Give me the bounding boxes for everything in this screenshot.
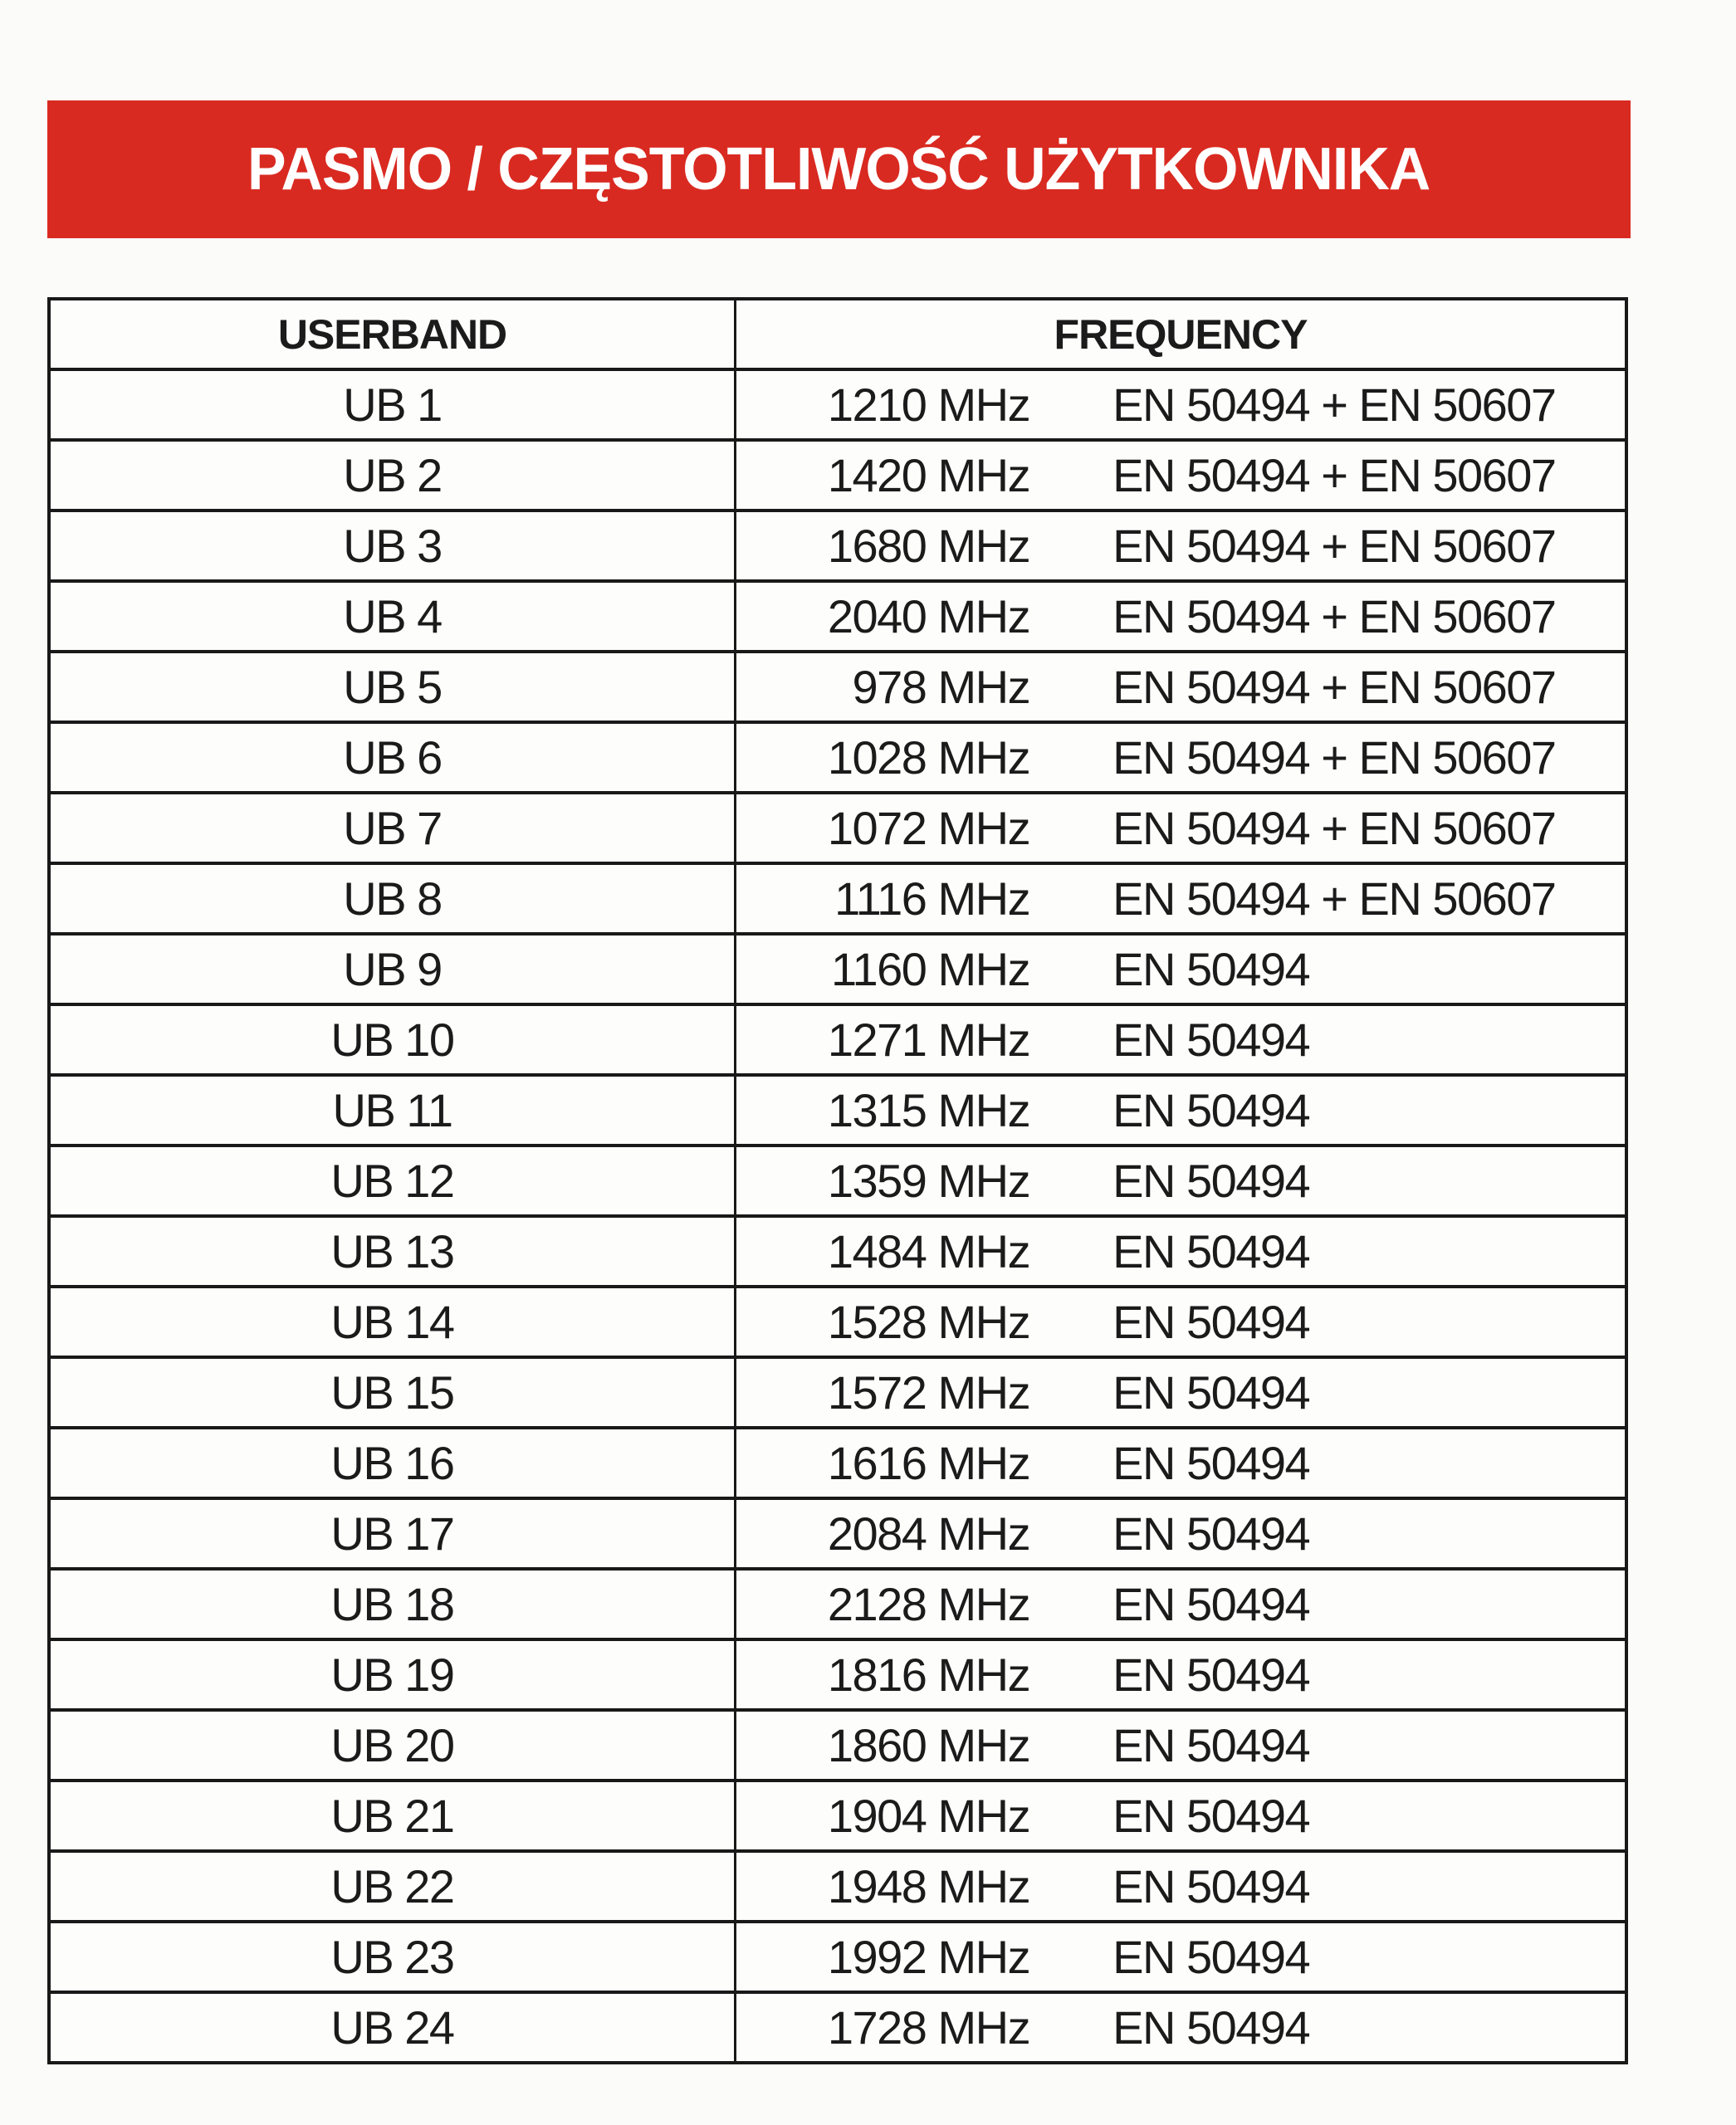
table-row bbox=[49, 1428, 1626, 1498]
page-title: PASMO / CZĘSTOTLIWOŚĆ UŻYTKOWNIKA bbox=[247, 136, 1430, 203]
userband-cell: UB 6 bbox=[49, 722, 736, 793]
userband-cell: UB 14 bbox=[49, 1287, 736, 1357]
frequency-value: 1271 MHz bbox=[827, 1014, 1030, 1066]
frequency-value: 1116 MHz bbox=[834, 872, 1030, 925]
userband-cell: UB 20 bbox=[49, 1710, 736, 1781]
userband-cell: UB 9 bbox=[49, 934, 736, 1004]
standard-value: EN 50494 + EN 50607 bbox=[1113, 802, 1556, 854]
frequency-value: 1028 MHz bbox=[827, 731, 1030, 784]
standard-value: EN 50494 bbox=[1113, 1225, 1310, 1277]
standard-value: EN 50494 bbox=[1113, 1790, 1310, 1842]
frequency-cell bbox=[736, 440, 1627, 510]
userband-cell: UB 23 bbox=[49, 1922, 736, 1992]
frequency-value: 1992 MHz bbox=[827, 1931, 1030, 1983]
userband-cell: UB 2 bbox=[49, 440, 736, 510]
standard-value: EN 50494 bbox=[1113, 1296, 1310, 1348]
standard-value: EN 50494 bbox=[1113, 1578, 1310, 1630]
standard-value: EN 50494 + EN 50607 bbox=[1113, 872, 1556, 925]
frequency-cell bbox=[736, 1639, 1627, 1710]
frequency-value: 1728 MHz bbox=[827, 2001, 1030, 2054]
standard-value: EN 50494 bbox=[1113, 1437, 1310, 1489]
userband-cell: UB 11 bbox=[49, 1075, 736, 1146]
standard-value: EN 50494 + EN 50607 bbox=[1113, 731, 1556, 784]
frequency-cell bbox=[736, 1710, 1627, 1781]
table-row bbox=[49, 369, 1626, 440]
frequency-cell bbox=[736, 1922, 1627, 1992]
table-row bbox=[49, 934, 1626, 1004]
standard-value: EN 50494 bbox=[1113, 943, 1310, 995]
frequency-cell bbox=[736, 1216, 1627, 1287]
frequency-cell bbox=[736, 369, 1627, 440]
frequency-cell bbox=[736, 1428, 1627, 1498]
standard-value: EN 50494 bbox=[1113, 1014, 1310, 1066]
frequency-value: 1315 MHz bbox=[827, 1084, 1030, 1136]
frequency-cell bbox=[736, 1498, 1627, 1569]
frequency-value: 2128 MHz bbox=[827, 1578, 1030, 1630]
table-row bbox=[49, 510, 1626, 581]
table-row bbox=[49, 1146, 1626, 1216]
standard-value: EN 50494 bbox=[1113, 1366, 1310, 1419]
table-row bbox=[49, 793, 1626, 863]
frequency-value: 2084 MHz bbox=[827, 1507, 1030, 1560]
table-body bbox=[49, 369, 1626, 2063]
frequency-value: 1484 MHz bbox=[827, 1225, 1030, 1277]
userband-cell: UB 13 bbox=[49, 1216, 736, 1287]
userband-cell: UB 5 bbox=[49, 652, 736, 722]
standard-value: EN 50494 bbox=[1113, 1931, 1310, 1983]
table-row bbox=[49, 1710, 1626, 1781]
userband-cell: UB 12 bbox=[49, 1146, 736, 1216]
frequency-value: 1160 MHz bbox=[831, 943, 1030, 995]
userband-cell: UB 3 bbox=[49, 510, 736, 581]
column-header-frequency: FREQUENCY bbox=[736, 299, 1627, 369]
frequency-value: 1420 MHz bbox=[827, 449, 1030, 501]
frequency-value: 1948 MHz bbox=[827, 1860, 1030, 1912]
frequency-cell bbox=[736, 1851, 1627, 1922]
frequency-value: 1680 MHz bbox=[827, 520, 1030, 572]
frequency-cell bbox=[736, 1287, 1627, 1357]
frequency-value: 2040 MHz bbox=[827, 590, 1030, 642]
frequency-cell bbox=[736, 510, 1627, 581]
frequency-value: 1572 MHz bbox=[827, 1366, 1030, 1419]
frequency-cell bbox=[736, 1569, 1627, 1639]
userband-cell: UB 19 bbox=[49, 1639, 736, 1710]
userband-frequency-table bbox=[47, 297, 1628, 2064]
frequency-cell bbox=[736, 722, 1627, 793]
table-row bbox=[49, 1216, 1626, 1287]
table-row bbox=[49, 440, 1626, 510]
frequency-value: 1816 MHz bbox=[827, 1649, 1030, 1701]
userband-cell: UB 8 bbox=[49, 863, 736, 934]
table-row bbox=[49, 1287, 1626, 1357]
page-title-banner bbox=[47, 100, 1631, 238]
standard-value: EN 50494 bbox=[1113, 1649, 1310, 1701]
frequency-value: 1528 MHz bbox=[827, 1296, 1030, 1348]
userband-cell: UB 15 bbox=[49, 1357, 736, 1428]
table-row bbox=[49, 1922, 1626, 1992]
userband-cell: UB 24 bbox=[49, 1992, 736, 2063]
table-row bbox=[49, 722, 1626, 793]
standard-value: EN 50494 + EN 50607 bbox=[1113, 520, 1556, 572]
table-row bbox=[49, 1498, 1626, 1569]
userband-cell: UB 16 bbox=[49, 1428, 736, 1498]
table-row bbox=[49, 1569, 1626, 1639]
frequency-value: 978 MHz bbox=[852, 661, 1030, 713]
frequency-cell bbox=[736, 1146, 1627, 1216]
userband-cell: UB 4 bbox=[49, 581, 736, 652]
table-row bbox=[49, 581, 1626, 652]
userband-cell: UB 22 bbox=[49, 1851, 736, 1922]
table-row bbox=[49, 1781, 1626, 1851]
standard-value: EN 50494 bbox=[1113, 1084, 1310, 1136]
userband-cell: UB 18 bbox=[49, 1569, 736, 1639]
userband-cell: UB 17 bbox=[49, 1498, 736, 1569]
standard-value: EN 50494 bbox=[1113, 1860, 1310, 1912]
frequency-value: 1072 MHz bbox=[827, 802, 1030, 854]
standard-value: EN 50494 + EN 50607 bbox=[1113, 590, 1556, 642]
frequency-cell bbox=[736, 863, 1627, 934]
frequency-cell bbox=[736, 652, 1627, 722]
table-row bbox=[49, 1992, 1626, 2063]
frequency-cell bbox=[736, 934, 1627, 1004]
table-row bbox=[49, 863, 1626, 934]
userband-cell: UB 7 bbox=[49, 793, 736, 863]
column-header-userband: USERBAND bbox=[49, 299, 736, 369]
userband-cell: UB 10 bbox=[49, 1004, 736, 1075]
frequency-cell bbox=[736, 1781, 1627, 1851]
frequency-value: 1904 MHz bbox=[827, 1790, 1030, 1842]
standard-value: EN 50494 bbox=[1113, 2001, 1310, 2054]
frequency-cell bbox=[736, 1992, 1627, 2063]
frequency-cell bbox=[736, 1357, 1627, 1428]
frequency-value: 1210 MHz bbox=[827, 379, 1030, 431]
frequency-cell bbox=[736, 581, 1627, 652]
standard-value: EN 50494 bbox=[1113, 1155, 1310, 1207]
table-row bbox=[49, 1357, 1626, 1428]
frequency-cell bbox=[736, 793, 1627, 863]
standard-value: EN 50494 bbox=[1113, 1719, 1310, 1771]
standard-value: EN 50494 + EN 50607 bbox=[1113, 449, 1556, 501]
table-row bbox=[49, 652, 1626, 722]
frequency-value: 1616 MHz bbox=[827, 1437, 1030, 1489]
userband-cell: UB 21 bbox=[49, 1781, 736, 1851]
table-header-row bbox=[49, 299, 1626, 369]
frequency-cell bbox=[736, 1004, 1627, 1075]
table-row bbox=[49, 1639, 1626, 1710]
frequency-cell bbox=[736, 1075, 1627, 1146]
table-row bbox=[49, 1851, 1626, 1922]
table-row bbox=[49, 1004, 1626, 1075]
userband-cell: UB 1 bbox=[49, 369, 736, 440]
standard-value: EN 50494 bbox=[1113, 1507, 1310, 1560]
frequency-value: 1860 MHz bbox=[827, 1719, 1030, 1771]
standard-value: EN 50494 + EN 50607 bbox=[1113, 661, 1556, 713]
standard-value: EN 50494 + EN 50607 bbox=[1113, 379, 1556, 431]
table-row bbox=[49, 1075, 1626, 1146]
frequency-value: 1359 MHz bbox=[827, 1155, 1030, 1207]
